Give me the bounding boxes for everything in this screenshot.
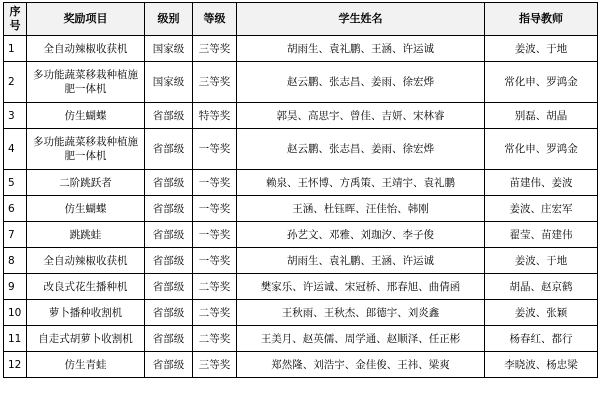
- header-students: 学生姓名: [237, 3, 485, 36]
- cell-teachers: 常化申、罗鸿金: [485, 62, 598, 103]
- cell-grade: 三等奖: [193, 352, 237, 378]
- cell-students: 赵云鹏、张志昌、姜雨、徐宏烨: [237, 129, 485, 170]
- table-row: [4, 36, 598, 62]
- table-row: [4, 352, 598, 378]
- header-teachers: 指导教师: [485, 3, 598, 36]
- table-row: [4, 62, 598, 103]
- cell-teachers: 翟莹、苗建伟: [485, 222, 598, 248]
- cell-level: 省部级: [145, 300, 193, 326]
- cell-grade: 二等奖: [193, 274, 237, 300]
- header-level: 级别: [145, 3, 193, 36]
- cell-level: 省部级: [145, 103, 193, 129]
- cell-level: 省部级: [145, 326, 193, 352]
- cell-index: 4: [4, 129, 27, 170]
- cell-index: 8: [4, 248, 27, 274]
- cell-project: 自走式胡萝卜收割机: [27, 326, 145, 352]
- cell-project: 改良式花生播种机: [27, 274, 145, 300]
- cell-students: 王涵、杜钰晖、汪佳怡、韩刚: [237, 196, 485, 222]
- cell-teachers: 常化申、罗鸿金: [485, 129, 598, 170]
- cell-project: 全自动辣椒收获机: [27, 248, 145, 274]
- header-index: 序号: [4, 3, 27, 36]
- cell-level: 省部级: [145, 196, 193, 222]
- cell-index: 1: [4, 36, 27, 62]
- cell-grade: 一等奖: [193, 222, 237, 248]
- cell-students: 郭昊、高思宇、曾佳、吉妍、宋林睿: [237, 103, 485, 129]
- cell-grade: 一等奖: [193, 170, 237, 196]
- cell-level: 国家级: [145, 36, 193, 62]
- cell-project: 萝卜播种收割机: [27, 300, 145, 326]
- cell-grade: 特等奖: [193, 103, 237, 129]
- cell-index: 12: [4, 352, 27, 378]
- cell-students: 王秋雨、王秋杰、郎德宇、刘炎鑫: [237, 300, 485, 326]
- cell-teachers: 姜波、于地: [485, 248, 598, 274]
- cell-project: 二阶跳跃者: [27, 170, 145, 196]
- cell-level: 省部级: [145, 352, 193, 378]
- cell-level: 省部级: [145, 248, 193, 274]
- table-row: [4, 222, 598, 248]
- cell-students: 胡雨生、袁礼鹏、王涵、许运诚: [237, 36, 485, 62]
- table-row: [4, 274, 598, 300]
- table-row: [4, 300, 598, 326]
- cell-grade: 一等奖: [193, 248, 237, 274]
- table-row: [4, 196, 598, 222]
- cell-index: 3: [4, 103, 27, 129]
- awards-table-container: [3, 2, 598, 378]
- cell-students: 赖泉、王怀博、方禹策、王靖宇、袁礼鹏: [237, 170, 485, 196]
- cell-teachers: 别磊、胡晶: [485, 103, 598, 129]
- awards-table: [3, 2, 598, 378]
- cell-students: 王美月、赵英儒、周学通、赵顺泽、任正彬: [237, 326, 485, 352]
- cell-grade: 三等奖: [193, 36, 237, 62]
- cell-index: 5: [4, 170, 27, 196]
- cell-students: 赵云鹏、张志昌、姜雨、徐宏烨: [237, 62, 485, 103]
- table-row: [4, 103, 598, 129]
- cell-project: 仿生蝴蝶: [27, 103, 145, 129]
- cell-students: 孙艺文、邓雅、刘珈汐、李子俊: [237, 222, 485, 248]
- cell-grade: 一等奖: [193, 129, 237, 170]
- header-project: 奖励项目: [27, 3, 145, 36]
- cell-index: 6: [4, 196, 27, 222]
- cell-project: 仿生青蛙: [27, 352, 145, 378]
- cell-grade: 二等奖: [193, 326, 237, 352]
- table-row: [4, 170, 598, 196]
- cell-teachers: 姜波、庄宏军: [485, 196, 598, 222]
- table-header-row: [4, 3, 598, 36]
- cell-teachers: 苗建伟、姜波: [485, 170, 598, 196]
- header-grade: 等级: [193, 3, 237, 36]
- cell-teachers: 李晓波、杨忠梁: [485, 352, 598, 378]
- cell-teachers: 姜波、于地: [485, 36, 598, 62]
- cell-grade: 二等奖: [193, 300, 237, 326]
- cell-students: 樊家乐、许运诚、宋冠桥、邢春旭、曲倩函: [237, 274, 485, 300]
- cell-level: 省部级: [145, 129, 193, 170]
- cell-students: 胡雨生、袁礼鹏、王涵、许运诚: [237, 248, 485, 274]
- cell-teachers: 杨春红、都行: [485, 326, 598, 352]
- table-row: [4, 248, 598, 274]
- cell-students: 郑然隆、刘浩宇、金佳俊、王祎、梁爽: [237, 352, 485, 378]
- cell-level: 国家级: [145, 62, 193, 103]
- cell-index: 7: [4, 222, 27, 248]
- cell-index: 10: [4, 300, 27, 326]
- cell-grade: 一等奖: [193, 196, 237, 222]
- cell-teachers: 姜波、张颖: [485, 300, 598, 326]
- cell-level: 省部级: [145, 170, 193, 196]
- cell-index: 9: [4, 274, 27, 300]
- cell-level: 省部级: [145, 274, 193, 300]
- cell-index: 11: [4, 326, 27, 352]
- cell-project: 全自动辣椒收获机: [27, 36, 145, 62]
- cell-level: 省部级: [145, 222, 193, 248]
- table-row: [4, 129, 598, 170]
- cell-project: 跳跳蛙: [27, 222, 145, 248]
- cell-project: 多功能蔬菜移栽种植施肥一体机: [27, 129, 145, 170]
- cell-teachers: 胡晶、赵京鹤: [485, 274, 598, 300]
- cell-grade: 三等奖: [193, 62, 237, 103]
- cell-project: 仿生蝴蝶: [27, 196, 145, 222]
- cell-index: 2: [4, 62, 27, 103]
- table-row: [4, 326, 598, 352]
- cell-project: 多功能蔬菜移栽种植施肥一体机: [27, 62, 145, 103]
